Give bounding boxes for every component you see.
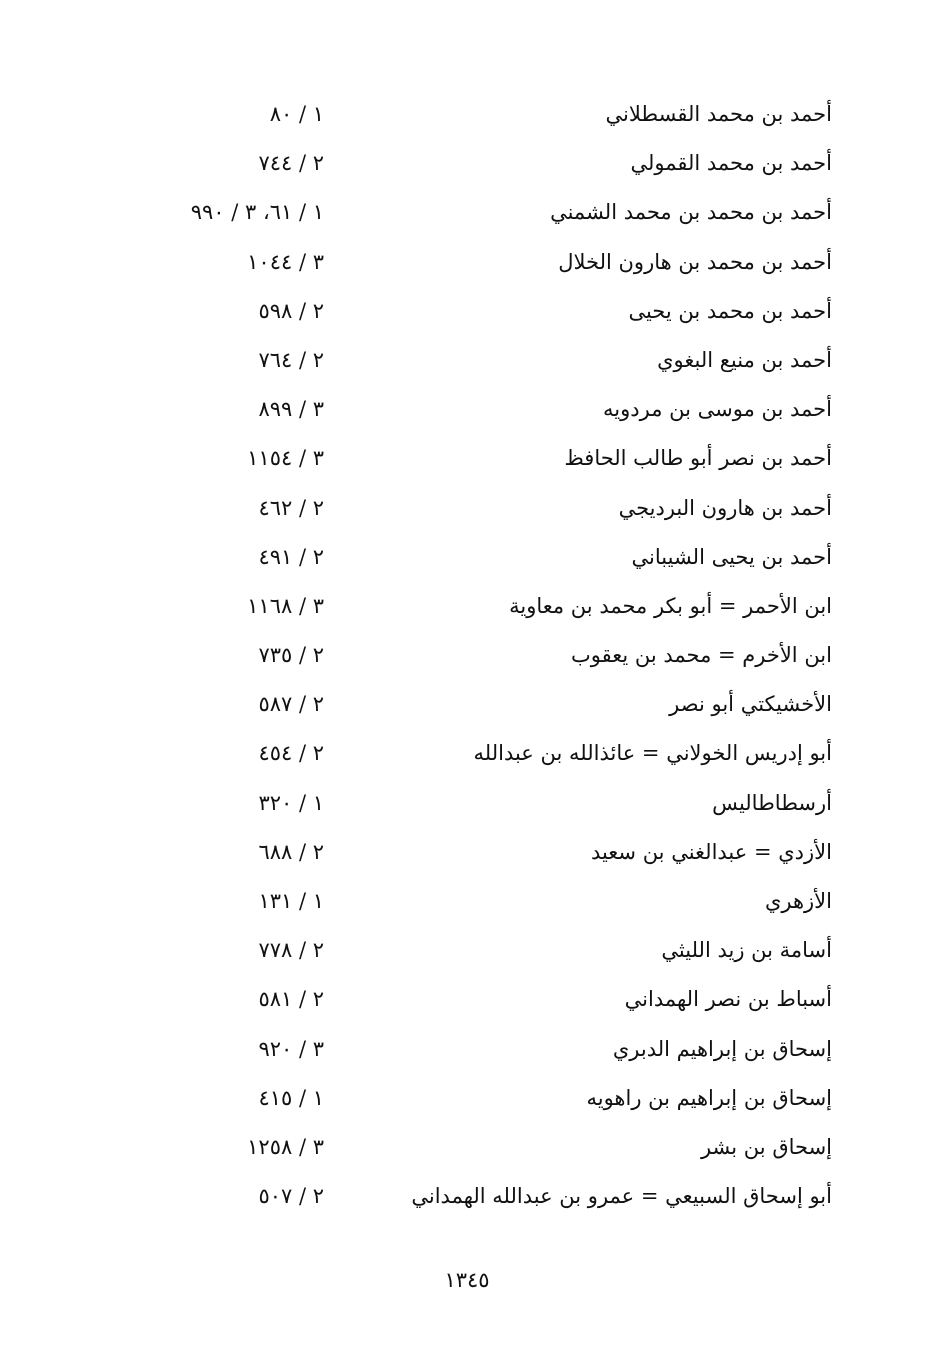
index-entry (0, 240, 934, 289)
entry-name: أحمد بن محمد بن هارون الخلال (558, 249, 832, 274)
entry-name: أبو إدريس الخولاني = عائذالله بن عبدالله (473, 741, 832, 766)
index-entry (0, 190, 934, 239)
entry-name: أسباط بن نصر الهمداني (624, 987, 832, 1012)
index-entry (0, 338, 934, 387)
entry-reference: ١ / ٣٢٠ (258, 790, 324, 815)
entry-reference: ١ / ٨٠ (269, 102, 324, 126)
index-entry (0, 830, 934, 879)
entry-name: الأخشيكتي أبو نصر (669, 692, 832, 717)
index-entry (0, 879, 934, 928)
entry-reference: ٢ / ٧٤٤ (258, 151, 324, 176)
entry-name: ابن الأحمر = أبو بكر محمد بن معاوية (509, 593, 832, 618)
entry-reference: ٣ / ١١٦٨ (247, 593, 324, 618)
entry-name: أحمد بن هارون البرديجي (618, 495, 832, 520)
index-entry (0, 387, 934, 436)
entry-reference: ٢ / ٧٣٥ (258, 643, 324, 668)
entry-name: أرسطاطاليس (712, 790, 832, 815)
page-number: ١٣٤٥ (444, 1268, 490, 1292)
entry-reference: ٢ / ٥٠٧ (258, 1184, 324, 1209)
index-entry (0, 682, 934, 731)
entry-name: أحمد بن محمد القسطلاني (605, 102, 832, 126)
entry-reference: ٣ / ١٠٤٤ (247, 249, 324, 274)
entry-reference: ٢ / ٥٨١ (258, 987, 324, 1012)
entry-reference: ٢ / ٦٨٨ (258, 839, 324, 864)
entry-reference: ٢ / ٥٩٨ (258, 298, 324, 323)
index-entry (0, 486, 934, 535)
index-entry (0, 928, 934, 977)
entry-reference: ١ / ١٣١ (258, 889, 324, 913)
entry-reference: ٣ / ١١٥٤ (247, 446, 324, 471)
entry-reference: ٢ / ٤٥٤ (258, 741, 324, 766)
entry-reference: ٢ / ٧٦٤ (258, 347, 324, 372)
entry-reference: ٢ / ٤٩١ (258, 544, 324, 569)
entry-name: إسحاق بن إبراهيم الدبري (612, 1036, 832, 1061)
entry-reference: ١ / ٦١، ٣ / ٩٩٠ (190, 200, 324, 225)
entry-name: ابن الأخرم = محمد بن يعقوب (570, 643, 832, 668)
entry-name: أحمد بن يحيى الشيباني (631, 544, 832, 569)
index-entry (0, 436, 934, 485)
index-entries (0, 92, 934, 1223)
index-entry (0, 1174, 934, 1223)
entry-reference: ١ / ٤١٥ (258, 1085, 324, 1110)
entry-reference: ٢ / ٤٦٢ (258, 495, 324, 520)
index-entry (0, 1027, 934, 1076)
entry-reference: ٣ / ١٢٥٨ (247, 1134, 324, 1159)
index-entry (0, 1125, 934, 1174)
entry-name: أحمد بن منيع البغوي (657, 347, 832, 372)
index-entry (0, 92, 934, 141)
entry-name: الأزدي = عبدالغني بن سعيد (590, 839, 832, 864)
entry-reference: ٣ / ٨٩٩ (258, 397, 324, 422)
index-entry (0, 141, 934, 190)
index-entry (0, 584, 934, 633)
entry-name: أحمد بن محمد بن محمد الشمني (550, 200, 832, 225)
entry-name: أحمد بن محمد القمولي (630, 151, 832, 176)
entry-name: إسحاق بن إبراهيم بن راهويه (586, 1085, 832, 1110)
entry-name: الأزهري (764, 889, 832, 913)
entry-name: أحمد بن نصر أبو طالب الحافظ (564, 446, 832, 471)
entry-name: أحمد بن موسى بن مردويه (603, 397, 832, 422)
entry-name: أسامة بن زيد الليثي (661, 938, 832, 963)
entry-reference: ٣ / ٩٢٠ (258, 1036, 324, 1061)
entry-reference: ٢ / ٧٧٨ (258, 938, 324, 963)
index-entry (0, 633, 934, 682)
entry-name: إسحاق بن بشر (700, 1134, 832, 1159)
index-entry (0, 535, 934, 584)
index-entry (0, 289, 934, 338)
entry-name: أحمد بن محمد بن يحيى (628, 298, 832, 323)
entry-reference: ٢ / ٥٨٧ (258, 692, 324, 717)
index-entry (0, 731, 934, 780)
index-entry (0, 977, 934, 1026)
index-entry (0, 781, 934, 830)
index-entry (0, 1076, 934, 1125)
entry-name: أبو إسحاق السبيعي = عمرو بن عبدالله الهمداني (411, 1184, 832, 1209)
